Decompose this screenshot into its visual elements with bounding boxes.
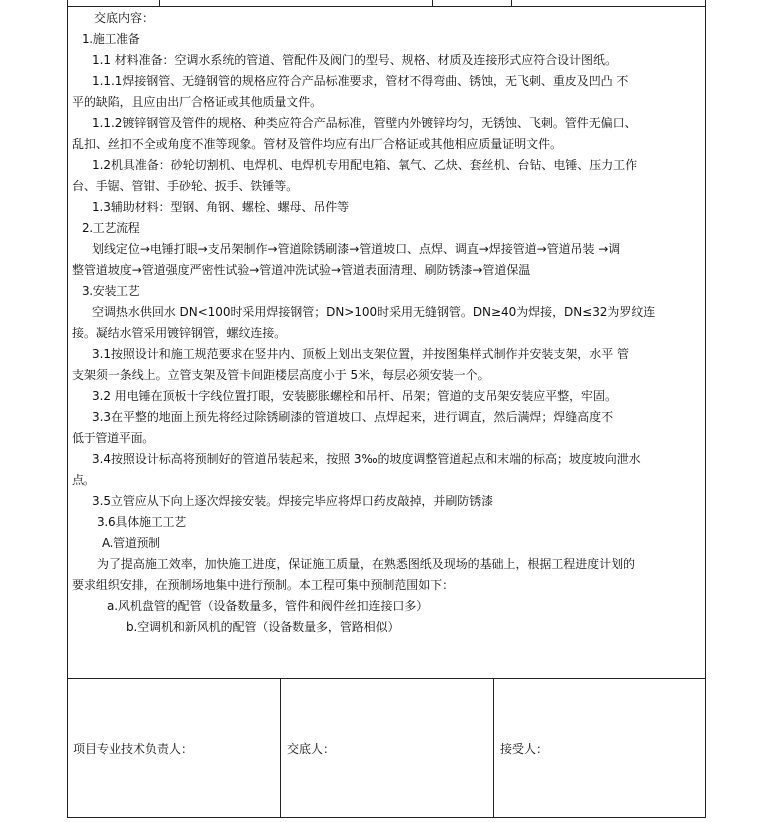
content-line: 3.4按照设计标高将预制好的管道吊装起来，按照 3‰的坡度调整管道起点和末端的标高；坡度坡向泄水 [92, 452, 641, 466]
content-line: 3.1按照设计和施工规范要求在竖井内、顶板上划出支架位置，并按图集样式制作并安装支架，水平 管 [92, 347, 629, 361]
briefing-content [72, 8, 702, 638]
content-line: 乱扣、丝扣不全或角度不准等现象。管材及管件均应有出厂合格证或其他相应质量证明文件。 [72, 137, 563, 151]
content-line: 1.1.1焊接钢管、无缝钢管的规格应符合产品标准要求，管材不得弯曲、锈蚀，无飞刺、重皮及凹凸 不 [92, 74, 629, 88]
content-line: 空调热水供回水 DN<100时采用焊接钢管；DN>100时采用无缝钢管。DN≥40为焊接，DN≤32为罗纹连 [92, 305, 656, 319]
content-line: 低于管道平面。 [72, 431, 155, 445]
signature-row-rule [67, 678, 706, 679]
content-line: A.管道预制 [102, 536, 160, 550]
top-cell-divider [159, 0, 160, 6]
content-line: b.空调机和新风机的配管（设备数量多，管路相似） [126, 620, 400, 634]
content-heading: 交底内容： [94, 11, 155, 25]
top-cell-divider [432, 0, 433, 6]
content-line: 点。 [72, 473, 95, 487]
tech-lead-signature-label: 项目专业技术负责人： [73, 742, 194, 756]
content-line: 1.施工准备 [82, 32, 140, 46]
signature-cell-divider [493, 678, 494, 818]
receiver-signature-label: 接受人： [500, 742, 549, 756]
content-line: 3.安装工艺 [82, 284, 140, 298]
content-line: 整管道坡度→管道强度严密性试验→管道冲洗试验→管道表面清理、刷防锈漆→管道保温 [72, 263, 531, 277]
content-line: 支架须一条线上。立管支架及管卡间距楼层高度小于 5米，每层必须安装一个。 [72, 368, 490, 382]
content-line: 为了提高施工效率，加快施工进度，保证施工质量，在熟悉图纸及现场的基础上，根据工程进度计划的 [97, 557, 636, 571]
content-line: 2.工艺流程 [82, 221, 140, 235]
content-line: 台、手锯、管钳、手砂轮、扳手、铁锤等。 [72, 179, 299, 193]
content-line: 1.1 材料准备：空调水系统的管道、管配件及阀门的型号、规格、材质及连接形式应符合设计图纸。 [92, 53, 617, 67]
content-line: 3.3在平整的地面上预先将经过除锈刷漆的管道坡口、点焊起来，进行调直，然后满焊；焊缝高度不 [92, 410, 614, 424]
content-line: 划线定位→电锤打眼→支吊架制作→管道除锈刷漆→管道坡口、点焊、调直→焊接管道→管道吊装 →调 [92, 242, 621, 256]
content-line: 要求组织安排，在预制场地集中进行预制。本工程可集中预制范围如下： [72, 578, 455, 592]
content-line: 1.1.2镀锌钢管及管件的规格、种类应符合产品标准，管壁内外镀锌均匀，无锈蚀、飞刺。管件无偏口、 [92, 116, 637, 130]
content-line: 1.3辅助材料：型钢、角钢、螺栓、螺母、吊件等 [92, 200, 350, 214]
top-cell-divider [511, 0, 512, 6]
top-rule [67, 6, 706, 7]
content-line: 3.2 用电锤在顶板十字线位置打眼，安装膨胀螺栓和吊杆、吊架；管道的支吊架安装应平整，牢固。 [92, 389, 617, 403]
briefer-signature-label: 交底人： [287, 742, 336, 756]
content-line: 平的缺陷，且应由出厂合格证或其他质量文件。 [72, 95, 323, 109]
signature-cell-divider [280, 678, 281, 818]
content-lines [72, 29, 702, 638]
content-line: 1.2机具准备：砂轮切割机、电焊机、电焊机专用配电箱、氧气、乙炔、套丝机、台钻、电锤、压力工作 [92, 158, 638, 172]
content-line: 3.6具体施工工艺 [97, 515, 187, 529]
content-line: a.风机盘管的配管（设备数量多，管件和阀件丝扣连接口多） [107, 599, 429, 613]
content-line: 3.5立管应从下向上逐次焊接安装。焊接完毕应将焊口药皮敲掉，并刷防锈漆 [92, 494, 494, 508]
content-line: 接。凝结水管采用镀锌钢管，螺纹连接。 [72, 326, 287, 340]
